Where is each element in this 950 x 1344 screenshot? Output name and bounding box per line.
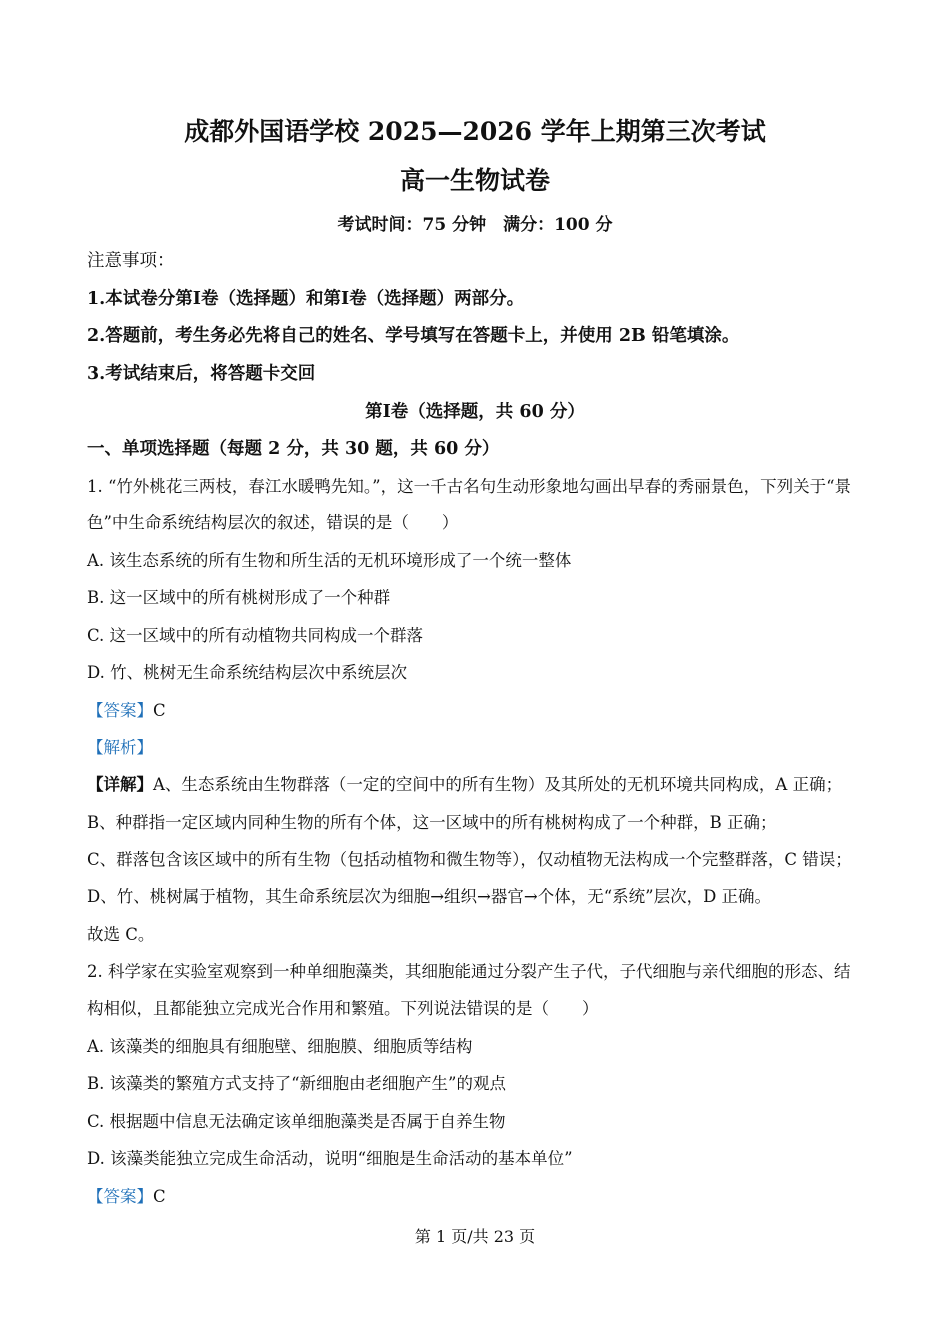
notice-heading: 注意事项： <box>87 251 175 271</box>
notice-item-1: 1.本试卷分第Ⅰ卷（选择题）和第Ⅰ卷（选择题）两部分。 <box>87 289 525 309</box>
q2-option-a: A. 该藻类的细胞具有细胞壁、细胞膜、细胞质等结构 <box>87 1037 473 1056</box>
section-subtitle: 一、单项选择题（每题 2 分，共 30 题，共 60 分） <box>87 439 500 459</box>
q1-option-b: B. 这一区域中的所有桃树形成了一个种群 <box>87 588 391 607</box>
q1-option-d: D. 竹、桃树无生命系统结构层次中系统层次 <box>87 663 408 682</box>
q2-option-b: B. 该藻类的繁殖方式支持了“新细胞由老细胞产生”的观点 <box>87 1074 506 1093</box>
notice-item-2: 2.答题前，考生务必先将自己的姓名、学号填写在答题卡上，并使用 2B 铅笔填涂。 <box>87 326 740 346</box>
q1-detail-line-1 <box>87 774 842 796</box>
exam-meta: 考试时间：75 分钟 满分：100 分 <box>337 215 613 235</box>
q1-detail-line-2: B、种群指一定区域内同种生物的所有个体，这一区域中的所有桃树构成了一个种群，B 正确； <box>87 813 777 832</box>
q1-detail-line-4: D、竹、桃树属于植物，其生命系统层次为细胞→组织→器官→个体，无“系统”层次，D 正确。 <box>87 887 772 906</box>
q1-answer <box>87 700 166 722</box>
q1-option-c: C. 这一区域中的所有动植物共同构成一个群落 <box>87 626 424 645</box>
q2-stem-line-1: 2. 科学家在实验室观察到一种单细胞藻类，其细胞能通过分裂产生子代，子代细胞与亲代细胞的形态、结 <box>87 962 851 981</box>
q2-answer <box>87 1186 166 1208</box>
answer-tag: 【答案】 <box>87 1187 153 1206</box>
q1-option-a: A. 该生态系统的所有生物和所生活的无机环境形成了一个统一整体 <box>87 551 572 570</box>
q2-option-d: D. 该藻类能独立完成生命活动，说明“细胞是生命活动的基本单位” <box>87 1149 573 1168</box>
section-title: 第Ⅰ卷（选择题，共 60 分） <box>365 402 585 422</box>
q1-stem-line-2: 色”中生命系统结构层次的叙述，错误的是（ ） <box>87 513 459 532</box>
q1-analysis-tag: 【解析】 <box>87 738 153 757</box>
detail-text: A、生态系统由生物群落（一定的空间中的所有生物）及其所处的无机环境共同构成，A 正确； <box>153 775 843 794</box>
detail-tag: 【详解】 <box>87 775 153 794</box>
q1-detail-line-3: C、群落包含该区域中的所有生物（包括动植物和微生物等），仅动植物无法构成一个完整群落，C 错误； <box>87 850 852 869</box>
answer-value: C <box>153 1187 166 1206</box>
page-number: 第 1 页/共 23 页 <box>414 1227 536 1246</box>
answer-value: C <box>153 701 166 720</box>
q1-stem-line-1: 1. “竹外桃花三两枝，春江水暖鸭先知。”，这一千古名句生动形象地勾画出早春的秀丽景色，下列关于“景 <box>87 477 852 496</box>
q2-stem-line-2: 构相似，且都能独立完成光合作用和繁殖。下列说法错误的是（ ） <box>87 999 599 1018</box>
q2-option-c: C. 根据题中信息无法确定该单细胞藻类是否属于自养生物 <box>87 1112 506 1131</box>
answer-tag: 【答案】 <box>87 701 153 720</box>
q1-conclusion: 故选 C。 <box>87 925 155 944</box>
notice-item-3: 3.考试结束后，将答题卡交回 <box>87 364 316 384</box>
exam-subtitle: 高一生物试卷 <box>399 166 550 195</box>
exam-title: 成都外国语学校 2025—2026 学年上期第三次考试 <box>184 117 766 146</box>
